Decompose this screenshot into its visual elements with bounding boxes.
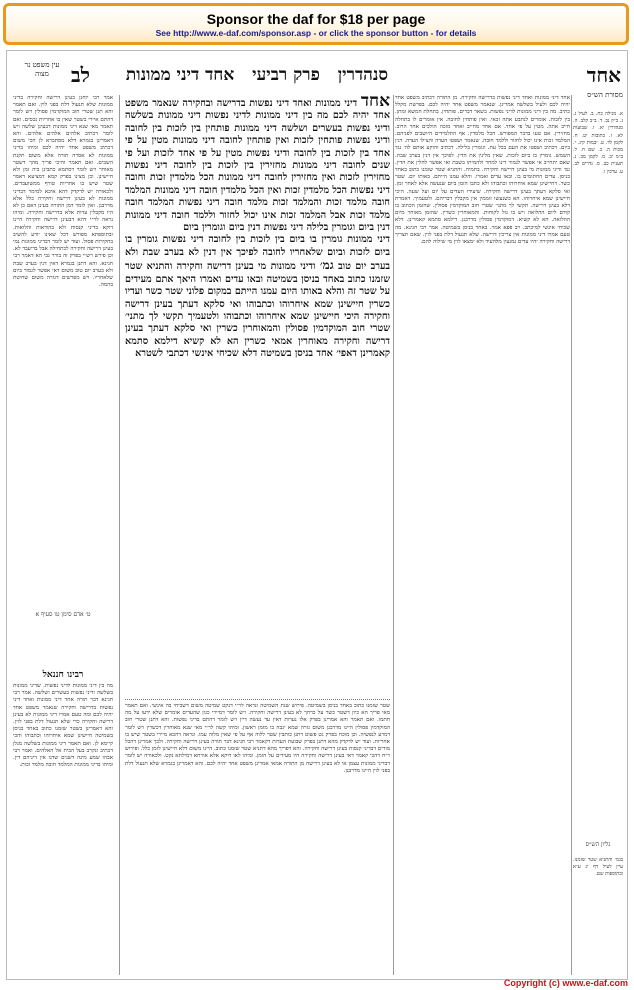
mesoret-label: מסורת הש״ס: [587, 91, 623, 99]
sponsor-title[interactable]: Sponsor the daf for $18 per page: [206, 11, 426, 27]
title-word: פרק רביעי: [252, 65, 320, 85]
ein-mishpat-label: עין משפט נר מצוה: [24, 61, 60, 78]
daf-number: לב: [71, 63, 90, 87]
opening-word: אחד: [360, 95, 390, 111]
title-word: סנהדרין: [337, 65, 389, 85]
rabbeinu-chananel-text: מה בין דיני ממונות לדיני נפשות. שדיני ממונות בשלשה ודיני נפשות בעשרים ושלשה. אמר רבי חנינא דבר תורה אחד דיני ממונות ואחד דיני נפשות בדרישה וחקירה שנאמר משפט אחד יהיה לכם ומה טעם אמרו דיני ממונות לא בעינן דרישה וחקירה כדי שלא תנעול דלת בפני לוין. והא דאמרינן בשטר שזמנו כתוב באחד בניסן בשמיטה חיישינן שמא איחרוהו וכתבוהו והכי קיימא לן. ואם תאמר דיני ממונות בשלשה מנלן דכתיב ונקרב בעל הבית אל האלהים. ואמר רבי אבהו שמע מינה דשנים שדנו אין דיניהם דין. ומיהו בדיני ממונות המלמד חובה מלמד זכות.: [13, 683, 113, 769]
gemara-paragraph: ודיני ממונות מי בעינן דרישה וחקירה והתניא שטר שזמנו כתוב באחד בניסן בשמיטה ובאו עדים ואמרו היאך אתם מעידים על שטר זה והלא באותו היום עמנו הייתם במקום פלוני שטר כשר ועדיו כשרין חיישינן שמא איחרוהו וכתבוהו ואי סלקא דעתך בעינן דרישה וחקירה היכי חיישינן שמא איחרוהו וכתבוהו ולטעמיך תקשי לך מתני׳ שטרי חוב המוקדמין פסולין והמאוחרין כשרין ואי סלקא דעתך בעינן דרישה וחקירה מאוחרין אמאי כשרין הא לא קשיא דילמא סתמא קאמרינן דאפי׳ אחד בניסן בשמיטה דלא שכיחי אינשי דכתבי לשטרא: [125, 261, 390, 360]
rabbeinu-chananel-column: [13, 683, 113, 903]
mesoret-text: א. מגילה כח. ב. לעיל ג. ג. ב״ק נב. ד. ב״ב קלב. ה. סנהדרין יא. ו. שבועות לא. ז. כתובות יט. ח. לקמן לד. ט. יבמות קיג. י. מכות ה. כ. שם ח. ל. ב״מ יב. מ. לקמן מב. נ. תענית כב. ס. נדרים לב. ע. ערכין ו.: [573, 111, 623, 175]
mishna-paragraph-1: דיני ממונות ואחד דיני נפשות בדרישה ובחקירה שנאמר משפט אחד יהיה לכם מה בין דיני ממונות לדיני נפשות דיני ממונות בשלשה ודיני נפשות בעשרים ושלשה דיני ממונות פותחין בין לזכות בין לחובה ודיני נפשות פותחין לזכות ואין פותחין לחובה דיני ממונות מטין על פי אחד בין לזכות בין לחובה ודיני נפשות מטין על פי אחד לזכות ועל פי שנים לחובה דיני ממונות מחזירין בין לזכות בין לחובה דיני נפשות מחזירין לזכות ואין מחזירין לחובה דיני ממונות הכל מלמדין זכות וחובה דיני נפשות הכל מלמדין זכות ואין הכל מלמדין חובה דיני ממונות המלמד חובה מלמד זכות והמלמד זכות מלמד חובה דיני נפשות המלמד חובה מלמד זכות אבל המלמד זכות אינו יכול לחזור וללמד חובה דיני ממונות דנין ביום וגומרין בלילה דיני נפשות דנין ביום וגומרין ביום: [125, 98, 390, 234]
gilyon-hashas-column: [573, 857, 623, 937]
tosafot-margin-note: ט׳ אדם סימן טו סעיף א: [35, 611, 91, 618]
rabbeinu-chananel-heading: רבינו חננאל: [42, 670, 84, 680]
page-header: [7, 59, 627, 93]
tosafot-lower-text: שטר שזמנו כתוב באחד בניסן בשמיטה. פירוש שנת השמיטה ונראה לר״י דנקט שמיטה משום דשכיחי בה אינשי. ואם תאמר מאי פריך הא כיון דשטר כשר על כרחך לא בעינן דרישה וחקירה. ויש לומר דמיירי כגון שהעדים אומרים שלא ידעו על מה חתמו. ואם תאמר והא אמרינן בפרק אלו נערות דאין עד נעשה דיין ויש לומר דהתם בדיני נפשות. והא דתנן שטרי חוב המוקדמין פסולין היינו מדרבנן משום גזרה שמא יגבה בו מזמן ראשון. ומיהו קשה לר״י מאי שנא מאוחרין דכשרין ויש לומר דמרע לנפשיה. וכן מוכח בפרק גט פשוט דתנן כותבין שטר ללוה אף על פי שאין מלוה עמו. ונראה דהכא מיירי בשטר שיש בו אחריות. ועוד יש לדקדק מהא דתנן בפרק שבועת העדות דקאמר רבי חנינא דבר תורה בעינן דרישה וחקירה. ולכך אמרינן דהכל מודים דבדיני קנסות בעינן דרישה וחקירה. והא דפריך מהא דתניא שטר שזמנו כתוב. היינו משום דלא חיישינן לזמן כלל. ופירוש ר״ח דהכי קאמר דאי בעינן דרישה וחקירה היו מעידים על הזמן. ומיהו לאו דוקא אלא אורחא דמילתא נקט. ולכאורה יש לומר דבדיני ממונות עצמן אי לא בעינן דרישה מן התורה אמאי אמרינן משפט אחד יהיה לכם. והא דאמרינן בגמרא שלא תנעול דלת בפני לוין היינו מדרבנן.: [125, 703, 390, 774]
title-word: אחד דיני ממונות: [125, 65, 235, 85]
tosafot-column: [13, 95, 113, 603]
sponsor-link[interactable]: See http://www.e-daf.com/sponsor.asp - or click the sponsor button - for details: [155, 28, 477, 38]
gemara-heading: גמ׳: [319, 258, 334, 273]
mesoret-column: [573, 111, 623, 611]
chapter-title: [77, 65, 437, 85]
rashi-column: [395, 95, 570, 975]
copyright-notice[interactable]: Copyright (c) www.e-daf.com: [503, 978, 628, 988]
commentary-divider: [125, 699, 390, 700]
mishna-word: אחד: [586, 63, 621, 87]
tosafot-text: אמר רבי יוחנן בעינן דרישה וחקירה בדיני ממונות שלא תנעול דלת בפני לוין. ואם תאמר והא תנן שטרי חוב המוקדמין פסולין ויש לומר דהתם איירי בשטר שאין בו אחריות נכסים. ואם תאמר מאי שנא דיני ממונות דבעינן שלשה ויש לומר דכתיב אלהים אלהים אלהים. והא דאמרינן בגמרא דלא מסתברא לן הכי משום דכתיב משפט אחד יהיה לכם ומיהו בדיני ממונות לא אסרה תורה אלא משום תקנת השבים. ואם תאמר והיכי פריך מהך דשטר מאוחר ויש לומר דסתמא כתבינן ביה זמן ולא חיישינן. וכן מצינו בפרק קמא דמציעא דאמר שטר שיש בו אחריות טורף ממשועבדים. ולכאורה יש לדקדק דהא איכא למימר דבדיני ממונות לא בעינן דרישה וחקירה כלל אלא מדרבנן. ואין לומר דמן התורה בעינן דאם כן לא היו מקבלין עדות אלא בדרישה וחקירה. ומיהו נראה לר״י דהא דבעינן דרישה וחקירה היינו דוקא בדיני קנסות ולא בהודאות והלואות. ובתוספתא מפורש דכל שאינו יודע להשיב בחקירות פסול. ועוד יש לומר דבדיני ממונות נמי בעינן דרישה וחקירה לכתחילה אבל בדיעבד לא. וכן פירש רש״י בפרק זה בורר גבי הא דאמר רבי חנינא. והא דתנן בגמרא דאין דנין בערב שבת ולא בערב יום טוב משום דאי אפשר לגמור ביום שלאחריו. ויש מפרשים דגזרה משום שחיטת בהמה.: [13, 95, 113, 289]
talmud-page: [6, 50, 628, 980]
gilyon-hashas-text: בגמ׳ והתניא שטר שזמנו. עיין לעיל דף יג ע״א ובתוספות שם.: [573, 857, 623, 878]
sponsor-banner[interactable]: [3, 3, 629, 45]
gilyon-hashas-label: גליון הש״ס: [585, 841, 611, 848]
gemara-main-text: [125, 95, 390, 695]
rashi-text: אחד דיני ממונות ואחד דיני נפשות בדרישה וחקירה. מן התורה דכתיב משפט אחד יהיה לכם ולעיל בשלשה אמרינן. שנאמר משפט אחד יהיה לכם. בפרשת מקלל כתיב. מה בין דיני ממונות לדיני נפשות. בשאר דברים. פותחין. בתחלת המשא ומתן. בין לזכות. אומרים לנתבע אתה זכאי. ואין פותחין לחובה. אין אומרים לו בתחלה חייב אתה. מטין על פי אחד. אם אחד מחייב ואחד מזכה הולכים אחר הרוב. מחזירין. אם טעו בדבר המפורש. הכל מלמדין. אף התלמידים היושבים לפניהם. המלמד זכות אינו יכול לחזור וללמד חובה. שנאמר ושפטו העדה והצילו העדה. דנין ביום. דכתיב ושפטו את העם בכל עת. וגומרין בלילה. דכתיב והוקע אותם לה׳ נגד השמש. גומרין בו ביום לזכות. שאין מלינין את הדין. לפיכך אין דנין בערב שבת. שאם יתחייב אי אפשר לגמור דינו למחר ולהמיתו בשבת ואי אפשר להלין את הדין. גמ׳ ודיני ממונות מי בעינן דרישה וחקירה. בתמיה. והתניא שטר שזמנו כתוב באחד בניסן. עדים החתומים בו. ובאו עדים ואמרו. והלא עמנו הייתם. באותו יום. שטר כשר. דחיישינן שמא איחרוהו וכתבוהו ולא כתבו הזמן ביום שנעשה אלא לאחר זמן. ואי סלקא דעתך בעינן דרישה וחקירה. שיעידו העדים על יום ועל שעה. היכי חיישינן שמא איחרוהו. הא כשנעשו זוממין אין מקבלין דבריהם. ולטעמיך. דאמרת דלא בעינן דרישה. תקשי לך מתני׳ שטרי חוב המוקדמין פסולין. שהזמן הכתוב בו קודם ליום ההלואה ויש בו גזל לקוחות. והמאוחרין כשרין. שהזמן מאוחר מיום ההלואה. הא לא קשיא. דמוקדמין פסולין מדרבנן. דילמא סתמא קאמרינן. דלא שכיחי אינשי למיכתב. רב פפא אמר. באחד בניסן בשמיטה. אמר רבי חנינא. מה טעם אמרו דיני ממונות אין צריכין דרישה. שלא תנעול דלת בפני לוין. שאם תצריך דרישה וחקירה יהיו עדים נמנעין מלהעיד ולא ימצאו לוין מי שילוה להם.: [395, 95, 570, 246]
mishna-paragraph-2: דיני ממונות גומרין בו ביום בין לזכות בין לחובה דיני נפשות גומרין בו ביום לזכות וביום שלאחריו לחובה לפיכך אין דנין לא בערב שבת ולא בערב יום טוב: [125, 234, 390, 273]
column-rule: [119, 95, 120, 975]
column-rule: [393, 95, 394, 975]
tosafot-lower: [125, 703, 390, 973]
column-rule: [571, 95, 572, 975]
